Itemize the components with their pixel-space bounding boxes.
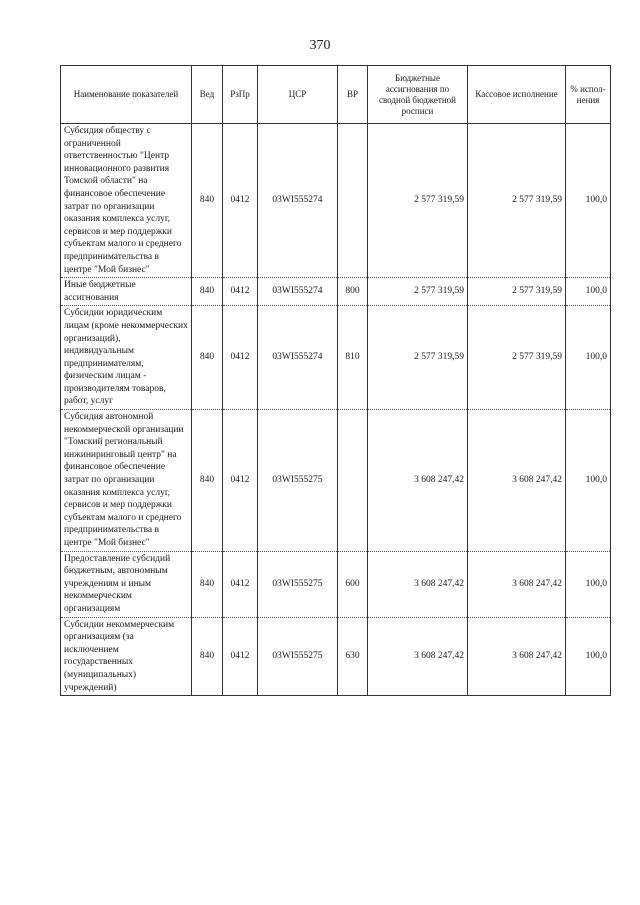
row-name: Иные бюджетные ассигнования (61, 278, 192, 306)
row-vr: 810 (338, 306, 368, 410)
row-percent: 100,0 (566, 410, 611, 552)
row-csr: 03WI555274 (258, 306, 338, 410)
row-percent: 100,0 (566, 617, 611, 696)
header-ved: Вед (192, 66, 223, 124)
table-row (61, 124, 611, 278)
row-percent: 100,0 (566, 124, 611, 278)
table-row (61, 278, 611, 306)
header-name: Наименование показателей (61, 66, 192, 124)
table-row (61, 551, 611, 617)
row-budget: 2 577 319,59 (368, 278, 468, 306)
row-csr: 03WI555275 (258, 551, 338, 617)
row-vr (338, 124, 368, 278)
row-csr: 03WI555275 (258, 410, 338, 552)
row-vr (338, 410, 368, 552)
row-budget: 3 608 247,42 (368, 410, 468, 552)
row-ved: 840 (192, 551, 223, 617)
row-ved: 840 (192, 124, 223, 278)
row-rzpr: 0412 (223, 278, 258, 306)
row-ved: 840 (192, 617, 223, 696)
row-rzpr: 0412 (223, 410, 258, 552)
row-budget: 2 577 319,59 (368, 306, 468, 410)
row-vr: 600 (338, 551, 368, 617)
row-percent: 100,0 (566, 306, 611, 410)
row-cash: 3 608 247,42 (468, 410, 566, 552)
header-vr: ВР (338, 66, 368, 124)
table-row (61, 410, 611, 552)
row-cash: 3 608 247,42 (468, 551, 566, 617)
row-percent: 100,0 (566, 551, 611, 617)
row-cash: 2 577 319,59 (468, 278, 566, 306)
row-cash: 2 577 319,59 (468, 124, 566, 278)
row-budget: 3 608 247,42 (368, 551, 468, 617)
row-csr: 03WI555274 (258, 278, 338, 306)
header-cash: Кассовое исполнение (468, 66, 566, 124)
header-csr: ЦСР (258, 66, 338, 124)
row-csr: 03WI555275 (258, 617, 338, 696)
row-name: Субсидия автономной некоммерческой организации "Томский региональный инжиниринговый центр" на финансовое обеспечение затрат по организации оказания комплекса услуг, сервисов и мер поддержки субъектам малого и среднего предпринимательства в центре "Мой бизнес" (61, 410, 192, 552)
row-budget: 3 608 247,42 (368, 617, 468, 696)
row-percent: 100,0 (566, 278, 611, 306)
header-percent: % испол-нения (566, 66, 611, 124)
row-rzpr: 0412 (223, 551, 258, 617)
row-ved: 840 (192, 306, 223, 410)
table-row (61, 306, 611, 410)
row-rzpr: 0412 (223, 306, 258, 410)
row-name: Предоставление субсидий бюджетным, автономным учреждениям и иным некоммерческим организациям (61, 551, 192, 617)
row-rzpr: 0412 (223, 124, 258, 278)
row-vr: 630 (338, 617, 368, 696)
row-cash: 2 577 319,59 (468, 306, 566, 410)
header-rzpr: РзПр (223, 66, 258, 124)
row-name: Субсидии некоммерческим организациям (за исключением государственных (муниципальных) учреждений) (61, 617, 192, 696)
row-vr: 800 (338, 278, 368, 306)
row-ved: 840 (192, 410, 223, 552)
row-name: Субсидии юридическим лицам (кроме некоммерческих организаций), индивидуальным предпринимателям, физическим лицам - производителям товаров, работ, услуг (61, 306, 192, 410)
row-ved: 840 (192, 278, 223, 306)
table-header-row (61, 66, 611, 124)
row-budget: 2 577 319,59 (368, 124, 468, 278)
page-number: 370 (309, 38, 331, 53)
budget-execution-table (60, 65, 611, 696)
row-cash: 3 608 247,42 (468, 617, 566, 696)
table-row (61, 617, 611, 696)
header-budget: Бюджетные ассигнования по сводной бюджетной росписи (368, 66, 468, 124)
row-name: Субсидия обществу с ограниченной ответственностью "Центр инновационного развития Томской области" на финансовое обеспечение затрат по организации оказания комплекса услуг, сервисов и мер поддержки субъектам малого и среднего предпринимательства в центре "Мой бизнес" (61, 124, 192, 278)
row-csr: 03WI555274 (258, 124, 338, 278)
row-rzpr: 0412 (223, 617, 258, 696)
